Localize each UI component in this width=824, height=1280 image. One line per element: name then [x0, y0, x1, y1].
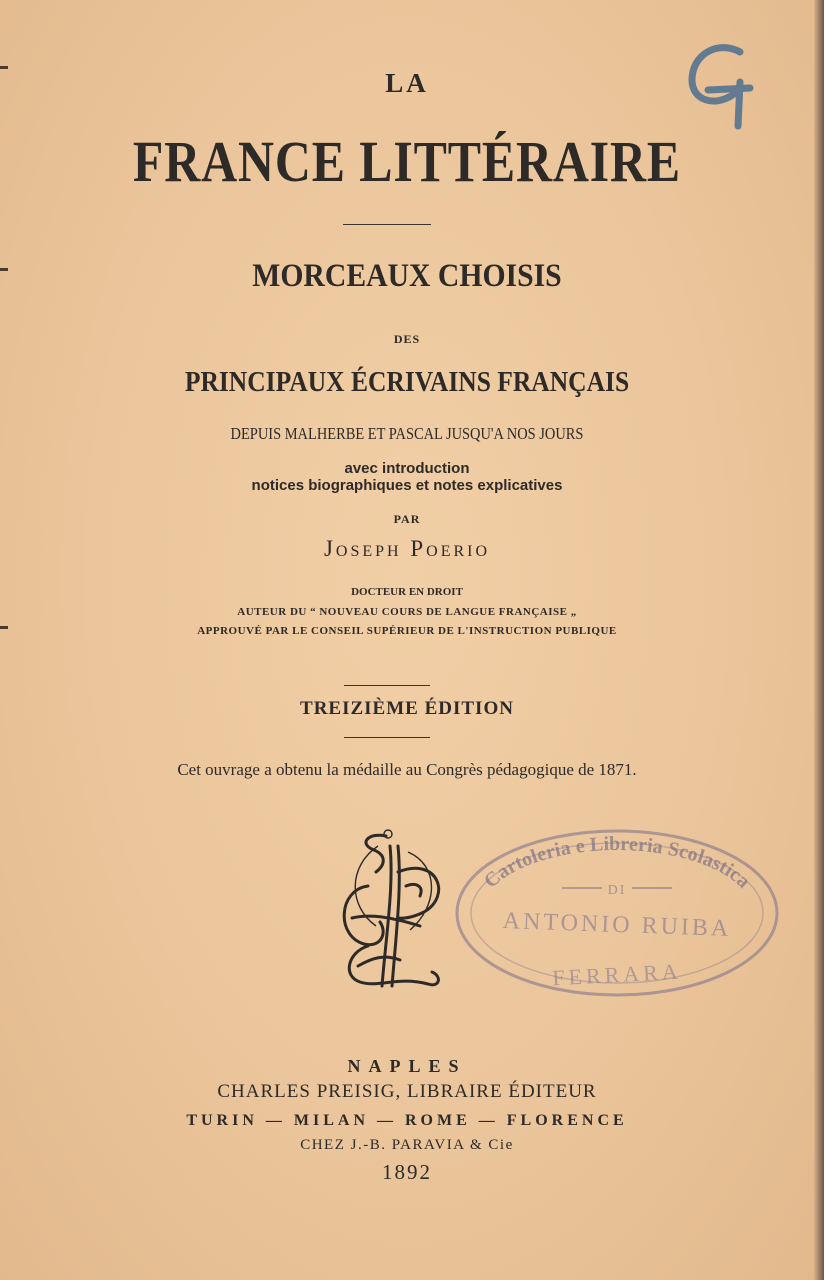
stamp-city: FERRARA	[551, 958, 683, 991]
divider	[344, 685, 430, 686]
imprint-year: 1892	[382, 1160, 432, 1184]
edition-label: TREIZIÈME ÉDITION	[300, 698, 514, 719]
connector-des: DES	[393, 332, 421, 346]
book-subtitle: MORCEAUX CHOISIS	[252, 258, 562, 294]
divider	[344, 737, 430, 738]
title-article: LA	[385, 68, 429, 98]
imprint-cities: TURIN — MILAN — ROME — FLORENCE	[186, 1112, 628, 1129]
author-credential: AUTEUR DU “ NOUVEAU COURS DE LANGUE FRANÇAISE „	[237, 606, 577, 618]
imprint-distributor: CHEZ J.-B. PARAVIA & Cie	[300, 1137, 514, 1153]
divider	[343, 224, 431, 225]
stamp-owner-name: ANTONIO RUIBA	[502, 908, 732, 942]
imprint-city: NAPLES	[347, 1056, 467, 1076]
imprint-publisher: CHARLES PREISIG, LIBRAIRE ÉDITEUR	[217, 1081, 597, 1102]
contents-note	[0, 460, 814, 494]
connector-par: PAR	[393, 512, 421, 526]
publisher-monogram-icon	[328, 826, 458, 1002]
author-name: Joseph Poerio	[323, 536, 491, 561]
book-title: FRANCE LITTÉRAIRE	[132, 129, 682, 194]
author-credential: APPROUVÉ PAR LE CONSEIL SUPÉRIEUR DE L'INSTRUCTION PUBLIQUE	[197, 625, 617, 637]
binding-mark	[0, 268, 8, 271]
subtitle-range: DEPUIS MALHERBE ET PASCAL JUSQU'A NOS JOURS	[230, 424, 584, 443]
page-edge	[814, 0, 824, 1280]
contents-note-line2: notices biographiques et notes explicatives	[251, 477, 563, 494]
award-note: Cet ouvrage a obtenu la médaille au Congrès pédagogique de 1871.	[177, 760, 637, 779]
stamp-di: DI	[607, 883, 627, 898]
author-credential: DOCTEUR EN DROIT	[351, 586, 463, 598]
contents-note-line1: avec introduction	[344, 460, 470, 477]
stamp-arc-text: Cartoleria e Libreria Scolastica	[479, 832, 755, 893]
subtitle-principaux: PRINCIPAUX ÉCRIVAINS FRANÇAIS	[184, 366, 630, 398]
